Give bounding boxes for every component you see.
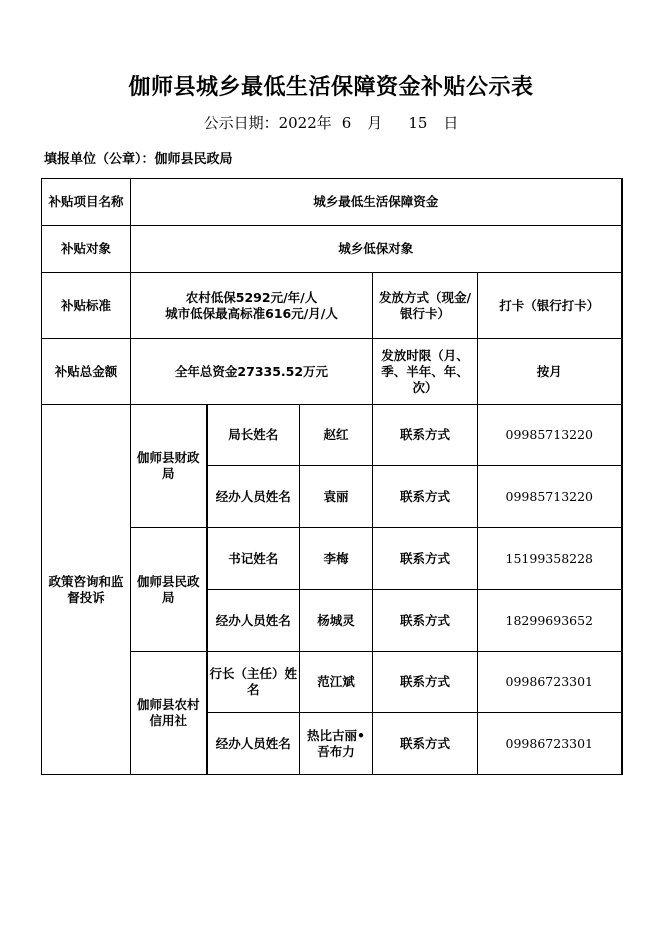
contact-label: 联系方式 — [373, 528, 478, 590]
phone-number: 09985713220 — [478, 466, 622, 528]
role-label: 经办人员姓名 — [207, 466, 300, 528]
phone-number: 18299693652 — [478, 590, 622, 652]
person-name: 袁丽 — [300, 466, 373, 528]
date-month-unit: 月 — [367, 114, 383, 132]
standard-label: 补贴标准 — [42, 273, 131, 339]
contact-label: 联系方式 — [373, 466, 478, 528]
contact-label: 联系方式 — [373, 713, 478, 775]
contact-label: 联系方式 — [373, 652, 478, 713]
contact-label: 联系方式 — [373, 405, 478, 466]
project-name-value: 城乡最低生活保障资金 — [131, 179, 622, 226]
standard-urban: 城市低保最高标准616元/月/人 — [165, 305, 338, 321]
contact-label: 联系方式 — [373, 590, 478, 652]
phone-number: 09986723301 — [478, 713, 622, 775]
consult-label: 政策咨询和监督投诉 — [42, 405, 131, 775]
phone-number: 09986723301 — [478, 652, 622, 713]
phone-number: 15199358228 — [478, 528, 622, 590]
project-name-label: 补贴项目名称 — [42, 179, 131, 226]
target-value: 城乡低保对象 — [131, 226, 622, 273]
table-row — [42, 226, 622, 273]
period-label: 发放时限（月、季、半年、年、次） — [373, 339, 478, 405]
table-row — [42, 273, 622, 339]
method-value: 打卡（银行打卡） — [478, 273, 622, 339]
org-name: 伽师县财政局 — [131, 405, 207, 528]
role-label: 书记姓名 — [207, 528, 300, 590]
total-label: 补贴总金额 — [42, 339, 131, 405]
role-label: 行长（主任）姓名 — [207, 652, 300, 713]
person-name: 杨城灵 — [300, 590, 373, 652]
org-name: 伽师县民政局 — [131, 528, 207, 652]
date-day-unit: 日 — [443, 114, 459, 132]
role-label: 经办人员姓名 — [207, 713, 300, 775]
person-name: 热比古丽•吾布力 — [300, 713, 373, 775]
page-title: 伽师县城乡最低生活保障资金补贴公示表 — [128, 75, 534, 100]
standard-value — [131, 273, 373, 339]
total-value: 全年总资金27335.52万元 — [131, 339, 373, 405]
date-day: 15 — [408, 114, 428, 132]
role-label: 局长姓名 — [207, 405, 300, 466]
subsidy-table — [41, 178, 623, 775]
table-row — [42, 179, 622, 226]
table-row — [42, 405, 622, 466]
reporting-unit: 填报单位（公章）：伽师县民政局 — [44, 152, 233, 167]
org-name: 伽师县农村信用社 — [131, 652, 207, 775]
table-row — [42, 339, 622, 405]
person-name: 赵红 — [300, 405, 373, 466]
period-value: 按月 — [478, 339, 622, 405]
person-name: 范江斌 — [300, 652, 373, 713]
role-label: 经办人员姓名 — [207, 590, 300, 652]
publish-date — [0, 112, 662, 133]
standard-rural: 农村低保5292元/年/人 — [185, 289, 318, 305]
method-label: 发放方式（现金/银行卡） — [373, 273, 478, 339]
date-month: 6 — [341, 114, 352, 132]
date-label: 公示日期：2022年 — [203, 114, 332, 132]
target-label: 补贴对象 — [42, 226, 131, 273]
phone-number: 09985713220 — [478, 405, 622, 466]
person-name: 李梅 — [300, 528, 373, 590]
